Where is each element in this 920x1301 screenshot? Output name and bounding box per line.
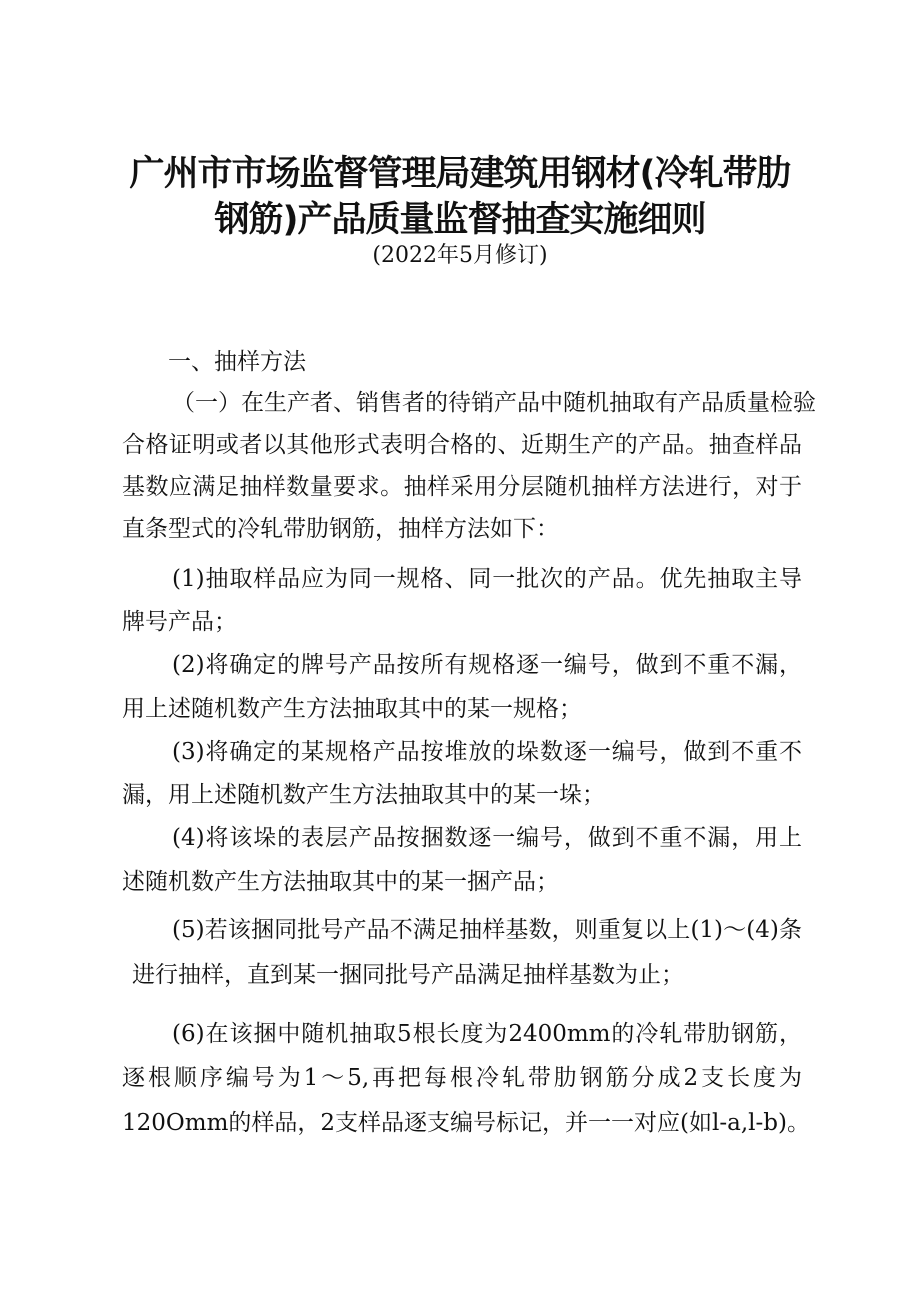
paragraph-line: (5)若该捆同批号产品不满足抽样基数，则重复以上(1)～(4)条 [172, 917, 802, 943]
section-heading: 一、抽样方法 [168, 349, 306, 375]
paragraph-line: 逐根顺序编号为1～5,再把每根冷轧带肋钢筋分成2支长度为 [122, 1065, 802, 1091]
paragraph-line: (3)将确定的某规格产品按堆放的垛数逐一编号，做到不重不 [172, 739, 802, 765]
paragraph-line: 述随机数产生方法抽取其中的某一捆产品； [122, 869, 559, 895]
document-title-line-2: 钢筋)产品质量监督抽查实施细则 [214, 200, 706, 240]
paragraph-line: 漏，用上述随机数产生方法抽取其中的某一垛； [122, 782, 605, 808]
document-title-line-1: 广州市市场监督管理局建筑用钢材(冷轧带肋 [129, 154, 791, 194]
paragraph-line: （一）在生产者、销售者的待销产品中随机抽取有产品质量检验 [172, 390, 816, 416]
paragraph-line: 基数应满足抽样数量要求。抽样采用分层随机抽样方法进行，对于 [122, 474, 802, 500]
document-subtitle: (2022年5月修订) [372, 243, 548, 268]
paragraph-line: (2)将确定的牌号产品按所有规格逐一编号，做到不重不漏， [172, 652, 802, 678]
paragraph-line: 牌号产品； [122, 609, 237, 635]
paragraph-line: 120Omm的样品，2支样品逐支编号标记，并一一对应(如l-a,l-b)。 [122, 1110, 810, 1136]
paragraph-line: (6)在该捆中随机抽取5根长度为2400mm的冷轧带肋钢筋， [172, 1021, 802, 1047]
paragraph-line: (1)抽取样品应为同一规格、同一批次的产品。优先抽取主导 [172, 566, 802, 592]
paragraph-line: 直条型式的冷轧带肋钢筋，抽样方法如下： [122, 516, 559, 542]
paragraph-line: 合格证明或者以其他形式表明合格的、近期生产的产品。抽查样品 [122, 432, 802, 458]
paragraph-line: (4)将该垛的表层产品按捆数逐一编号，做到不重不漏，用上 [172, 825, 802, 851]
paragraph-line: 用上述随机数产生方法抽取其中的某一规格； [122, 696, 582, 722]
paragraph-line: 进行抽样，直到某一捆同批号产品满足抽样基数为止； [132, 962, 684, 988]
